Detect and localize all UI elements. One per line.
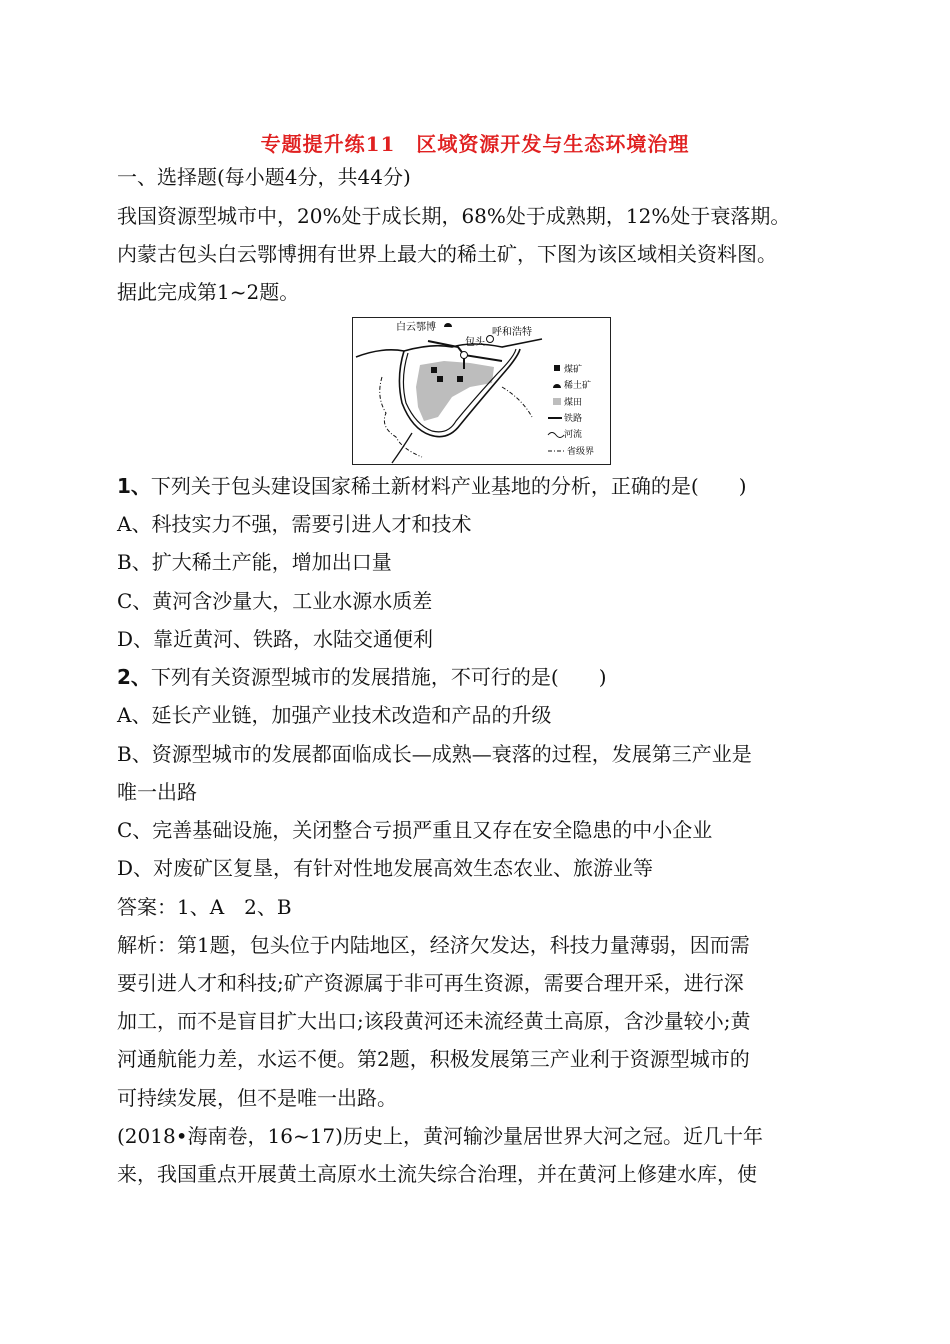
place-label: 白云鄂博 xyxy=(396,322,436,333)
option-a: A、延长产业链，加强产业技术改造和产品的升级 xyxy=(117,703,552,727)
option-d: D、靠近黄河、铁路，水陆交通便利 xyxy=(117,627,434,651)
question-1 xyxy=(117,472,747,500)
place-label: 呼和浩特 xyxy=(492,327,532,338)
question-2 xyxy=(117,663,607,691)
intro-line: 内蒙古包头白云鄂博拥有世界上最大的稀土矿，下图为该区域相关资料图。 xyxy=(117,242,777,266)
legend-label: 煤田 xyxy=(564,398,583,408)
question-number: 2、 xyxy=(117,665,151,689)
place-label: 包头 xyxy=(465,337,485,348)
legend-label: 铁路 xyxy=(564,414,583,424)
analysis-line: 河通航能力差，水运不便。第2题，积极发展第三产业利于资源型城市的 xyxy=(117,1047,750,1071)
coal-mine-icon xyxy=(437,376,443,382)
option-a: A、科技实力不强，需要引进人才和技术 xyxy=(117,512,472,536)
coal-mine-icon xyxy=(431,367,437,373)
option-d: D、对废矿区复垦，有针对性地发展高效生态农业、旅游业等 xyxy=(117,856,654,880)
region-map-figure xyxy=(352,317,611,465)
city-dot-baotou xyxy=(461,352,468,359)
legend-label: 河流 xyxy=(564,430,583,440)
question-stem: 下列有关资源型城市的发展措施，不可行的是( ) xyxy=(150,665,607,689)
option-c: C、黄河含沙量大，工业水源水质差 xyxy=(117,589,433,613)
legend-coal-mine-icon xyxy=(554,365,560,371)
answer-line: 答案：1、A 2、B xyxy=(117,895,292,919)
legend-label: 省级界 xyxy=(567,447,595,457)
analysis-line: 解析：第1题，包头位于内陆地区，经济欠发达，科技力量薄弱，因而需 xyxy=(117,933,750,957)
option-b: B、资源型城市的发展都面临成长—成熟—衰落的过程，发展第三产业是 xyxy=(117,742,752,766)
page-title: 专题提升练11 区域资源开发与生态环境治理 xyxy=(260,132,690,156)
next-intro-line: 来，我国重点开展黄土高原水土流失综合治理，并在黄河上修建水库，使 xyxy=(117,1162,757,1186)
coal-mine-icon xyxy=(457,376,463,382)
legend-coalfield-icon xyxy=(553,398,561,405)
region-map xyxy=(352,317,611,465)
question-stem: 下列关于包头建设国家稀土新材料产业基地的分析，正确的是( ) xyxy=(150,474,747,498)
option-c: C、完善基础设施，关闭整合亏损严重且又存在安全隐患的中小企业 xyxy=(117,818,713,842)
option-b-continued: 唯一出路 xyxy=(117,780,197,804)
section-header: 一、选择题(每小题4分，共44分) xyxy=(117,165,411,189)
next-intro-line: (2018•海南卷，16~17)历史上，黄河输沙量居世界大河之冠。近几十年 xyxy=(117,1124,763,1148)
option-b: B、扩大稀土产能，增加出口量 xyxy=(117,550,392,574)
legend-label: 稀土矿 xyxy=(564,381,592,391)
analysis-line: 要引进人才和科技;矿产资源属于非可再生资源，需要合理开采，进行深 xyxy=(117,971,744,995)
analysis-line: 加工，而不是盲目扩大出口;该段黄河还未流经黄土高原，含沙量较小;黄 xyxy=(117,1009,751,1033)
intro-line: 据此完成第1~2题。 xyxy=(117,280,300,304)
question-number: 1、 xyxy=(117,474,151,498)
legend-label: 煤矿 xyxy=(564,365,583,375)
intro-line: 我国资源型城市中，20%处于成长期，68%处于成熟期，12%处于衰落期。 xyxy=(117,204,791,228)
analysis-line: 可持续发展，但不是唯一出路。 xyxy=(117,1086,397,1110)
